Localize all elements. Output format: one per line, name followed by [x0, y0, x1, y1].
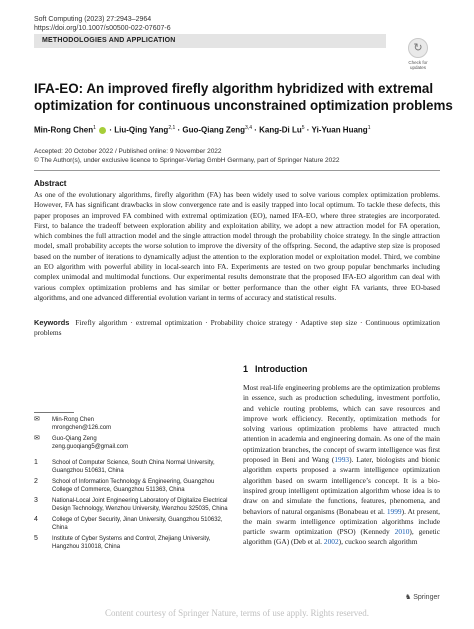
affiliation-number: 4 — [34, 516, 38, 523]
affiliation-entry — [34, 478, 230, 494]
abstract-heading: Abstract — [34, 179, 67, 188]
affiliation-entry — [34, 497, 230, 513]
affiliation-text: College of Cyber Security, Jinan University, Guangzhou 510632, China — [52, 517, 223, 531]
author-affiliation: 5 — [301, 125, 305, 131]
author-name[interactable]: Liu-Qing Yang — [114, 125, 169, 135]
citation-link[interactable]: 1999 — [386, 506, 402, 516]
author-name[interactable]: Guo-Qiang Zeng — [182, 125, 246, 135]
author-affiliation: 3,4 — [245, 125, 252, 131]
keywords — [34, 318, 440, 339]
journal-info — [34, 15, 171, 33]
contact-entry — [34, 435, 230, 451]
contact-email[interactable]: zeng.guoqiang5@gmail.com — [52, 444, 129, 450]
contact-email[interactable]: mrongchen@126.com — [52, 425, 112, 431]
author-name[interactable]: Yi-Yuan Huang — [311, 125, 368, 135]
section-title: Introduction — [255, 364, 308, 374]
doi-link[interactable]: https://doi.org/10.1007/s00500-022-07607-6 — [34, 25, 171, 32]
article-category-banner: METHODOLOGIES AND APPLICATION — [34, 34, 386, 48]
author-affiliation: 2,1 — [168, 125, 176, 131]
affiliation-text: School of Information Technology & Engineering, Guangzhou College of Commerce, Guangzhou 511363, China — [52, 479, 215, 493]
intro-text-part: Most real-life engineering problems are the optimization problems in essence, such as production scheduling, investment portfolio, and vehicle routing problems, which can save resources and improve work efficiency. Recently, optimization methods for solving various optimization problems have attracted much attention in academia and engineering domain. As one of the main optimization branches, the concept of swarm intelligence was first proposed in Beni and Wang ( — [243, 383, 440, 465]
affiliation-entry — [34, 535, 230, 551]
section-heading — [243, 364, 308, 374]
article-title: IFA-EO: An improved firefly algorithm hybridized with extremal optimization for continuous unconstrained optimization problems — [34, 81, 453, 113]
affiliation-entry — [34, 516, 230, 532]
envelope-icon: ✉ — [34, 416, 40, 423]
courtesy-watermark: Content courtesy of Springer Nature, terms of use apply. Rights reserved. — [104, 608, 370, 618]
affiliation-text: School of Computer Science, South China Normal University, Guangzhou 510631, China — [52, 460, 215, 474]
orcid-icon[interactable] — [99, 127, 106, 134]
abstract-text: As one of the evolutionary algorithms, firefly algorithm (FA) has been widely used to solve various complex optimization problems. However, FA has significant drawbacks in slow convergence rate and is easily trapped into local optimum. To tackle these defects, this paper proposes an improved FA combined with extremal optimization (EO), named IFA-EO, where three strategies are incorporated. First, to balance the tradeoff between exploration ability and exploitation ability, we adopt a new attraction model for FA operation, which combines the full attraction model and the single attraction model through the probability choice strategy. In the single attraction model, small probability accepts the worse solution to improve the diversity of the offspring. Second, the adaptive step size is proposed based on the number of iterations to dynamically adjust the attention to the exploration model or exploitation model. Third, we combine an EO algorithm with powerful ability in local-search into FA. Experiments are tested on two group popular benchmarks including complex unimodal and multimodal functions. Our experimental results demonstrate that the proposed IFA-EO algorithm can deal with various complex optimization problems and has similar or better performance than the other eight FA variants, three EO-based algorithms, and one advanced differential evolution variant in terms of accuracy and statistical results. — [34, 190, 440, 302]
contact-name: Min-Rong Chen — [52, 417, 95, 423]
keywords-label: Keywords — [34, 318, 70, 327]
citation-link[interactable]: 2010 — [394, 527, 410, 537]
affiliation-text: National-Local Joint Engineering Laboratory of Digitalize Electrical Design Technology, Wenzhou University, Wenzhou 325035, China — [52, 498, 228, 512]
divider — [34, 170, 440, 171]
intro-text-part: ), cuckoo search algorithm — [338, 537, 418, 547]
envelope-icon: ✉ — [34, 435, 40, 442]
citation-link[interactable]: 2002 — [323, 537, 339, 547]
affiliation-text: Institute of Cyber Systems and Control, Zhejiang University, Hangzhou 310018, China — [52, 536, 211, 550]
author-list: Min-Rong Chen$^1$ · Liu-Qing Yang$^{2,1}$ · Guo-Qiang Zeng$^{3,4}$ · Kang-Di $Lu^5$ · Yi-Yuan Huang$^1$ — [34, 125, 371, 135]
author-footnotes — [34, 412, 230, 554]
copyright-notice: © The Author(s), under exclusive licence to Springer-Verlag GmbH Germany, part of Springer Nature 2022 — [34, 156, 340, 164]
affiliation-number: 3 — [34, 497, 38, 504]
author-name[interactable]: Min-Rong Chen — [34, 125, 94, 135]
journal-citation: Soft Computing (2023) 27:2943–2964 — [34, 16, 152, 23]
author-affiliation: 1 — [367, 125, 371, 131]
check-updates-line2: updates — [409, 65, 426, 70]
contact-name: Guo-Qiang Zeng — [52, 436, 97, 442]
accepted-date: Accepted: 20 October 2022 / Published online: 9 November 2022 — [34, 148, 222, 155]
author-affiliation: 1 — [93, 125, 96, 131]
refresh-icon: ↻ — [408, 38, 428, 58]
author-name[interactable]: Kang-Di Lu — [259, 125, 302, 135]
footnote-rule — [34, 412, 74, 413]
check-updates-line1: Check for — [408, 60, 428, 65]
affiliation-number: 5 — [34, 535, 38, 542]
introduction-text — [243, 383, 440, 548]
publisher-logo — [405, 593, 440, 601]
check-for-updates-button[interactable] — [399, 38, 437, 70]
intro-text-part: ), genetic algorithm (GA) (Deb et al. — [243, 527, 441, 547]
contact-entry — [34, 416, 230, 432]
publisher-name: Springer — [413, 594, 440, 601]
section-number: 1 — [243, 364, 249, 374]
intro-text-part: ). At present, the main swarm intelligence optimization algorithms include particle swarm optimization (PSO) (Kennedy — [243, 506, 440, 537]
citation-link[interactable]: 1993 — [334, 455, 350, 465]
publication-dates — [34, 148, 340, 165]
affiliation-number: 2 — [34, 478, 38, 485]
affiliation-number: 1 — [34, 459, 38, 466]
intro-text-part: ). Later, biologists and bionic algorithm experts proposed a swarm intelligence optimization algorithm based on swarm intelligence’s concept. It is a bio-inspired group intelligent optimization algorithm whose idea is to draw on and simulate the functions, features, phenomena, and behaviors of natural organisms (Bonabeau et al. — [243, 455, 440, 516]
springer-horse-icon: ♞ — [405, 594, 412, 601]
keywords-text: Firefly algorithm · extremal optimization · Probability choice strategy · Adaptive step size · Continuous optimization problems — [34, 318, 440, 338]
affiliation-entry — [34, 459, 230, 475]
